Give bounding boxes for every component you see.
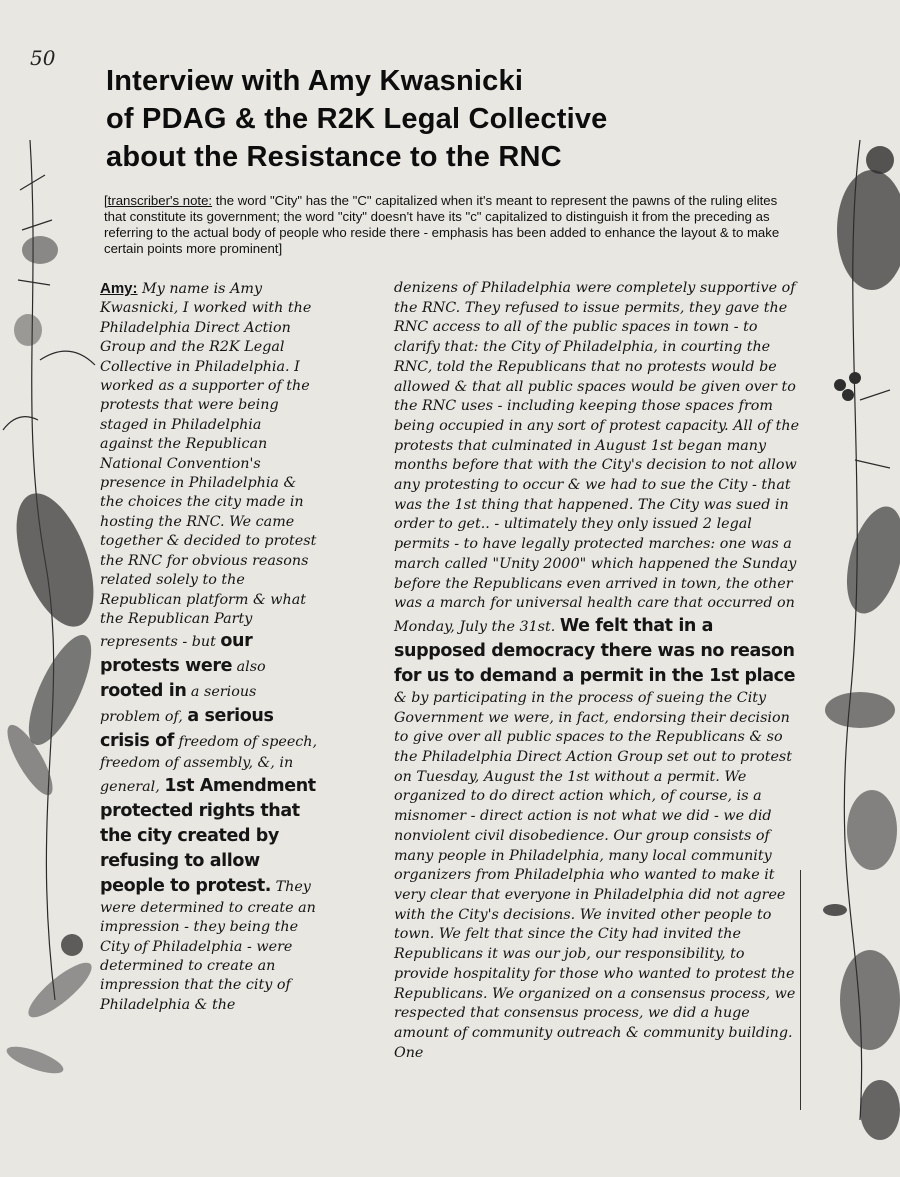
transcriber-note-label: [transcriber's note: xyxy=(104,193,213,208)
transcriber-note-body: the word "City" has the "C" capitalized when it's meant to represent the pawns of the ruling elites that constitute its government; the word "city" doesn't have its "c" capitalized to distinguish it from the preceding as referring to the actual body of people who reside there - emphasis has been added to enhance the layout & to make certain points more prominent] xyxy=(104,193,780,256)
left-emphasis-2: rooted in xyxy=(100,681,187,702)
left-text-3: a serious problem of, xyxy=(100,684,257,726)
title-line-1: Interview with Amy Kwasnicki xyxy=(106,65,524,97)
transcriber-note xyxy=(104,193,794,257)
left-text-1: My name is Amy Kwasnicki, I worked with the Philadelphia Direct Action Group and the R2K Legal Collective in Philadelphia. I worked as a supporter of the protests that were being staged in Philadelphia against the Republican National Convention's presence in Philadelphia & the choices the city made in hosting the RNC. We came together & decided to protest the RNC for obvious reasons related solely to the Republican platform & what the Republican Party represents - but xyxy=(100,281,317,651)
left-text-4: freedom of speech, freedom of assembly, &, in general, xyxy=(100,734,318,795)
left-emphasis-1: our protests were xyxy=(100,631,253,677)
right-text-1: denizens of Philadelphia were completely supportive of the RNC. They refused to issue permits, they gave the RNC access to all of the public spaces in town - to clarify that: the City of Philadelphia, in courting the RNC, told the Republicans that no protests would be allowed & that all public spaces would be given over to the RNC uses - including keeping those spaces from being occupied in any sort of protest capacity. All of the protests that culminated in August 1st began many months before that with the City's decision to not allow any protesting to occur & we had to sue the City - that was the 1st thing that happened. The City was sued in order to get.. - ultimately they only issued 2 legal permits - to have legally protected marches: one was a march called "Unity 2000" which happened the Sunday before the Republicans even arrived in town, the other was a march for universal health care that occurred on Monday, July the 31st. xyxy=(394,280,800,635)
title-line-3: about the Resistance to the RNC xyxy=(106,141,562,173)
interview-column-left xyxy=(100,279,318,1015)
right-emphasis-1: We felt that in a supposed democracy there was no reason for us to demand a permit in the 1st place xyxy=(394,615,796,686)
speaker-label: Amy: xyxy=(100,280,138,297)
left-text-5: They were determined to create an impression - they being the City of Philadelphia - were determined to create an impression that the city of Philadelphia & the xyxy=(100,878,316,1013)
page-number: 50 xyxy=(30,46,56,70)
title-line-2: of PDAG & the R2K Legal Collective xyxy=(106,103,608,135)
left-botanical-illustration xyxy=(0,0,100,1177)
left-emphasis-4: 1st Amendment protected rights that the city created by refusing to allow people to protest. xyxy=(100,775,316,896)
right-botanical-illustration xyxy=(800,0,900,1177)
left-emphasis-3: a serious crisis of xyxy=(100,706,274,752)
article-title xyxy=(106,62,806,176)
interview-column-right xyxy=(394,279,800,1063)
column-rule xyxy=(800,870,801,1110)
right-text-2: & by participating in the process of sueing the City Government we were, in fact, endorsing their decision to give over all public spaces to the Republicans & so the Philadelphia Direct Action Group set out to protest on Tuesday, August the 1st without a permit. We organized to do direct action which, of course, is a misnomer - direct action is not what we did - we did nonviolent civil disobedience. Our group consists of many people in Philadelphia, many local community organizers from Philadelphia who wanted to make it very clear that everyone in Philadelphia did not agree with the City's decisions. We invited other people to town. We felt that since the City had invited the Republicans it was our job, our responsibility, to provide hospitality for those who wanted to protest the Republicans. We organized on a consensus process, we respected that consensus process, we did a huge amount of community outreach & community building. One xyxy=(394,689,796,1061)
left-text-2: also xyxy=(232,659,266,676)
